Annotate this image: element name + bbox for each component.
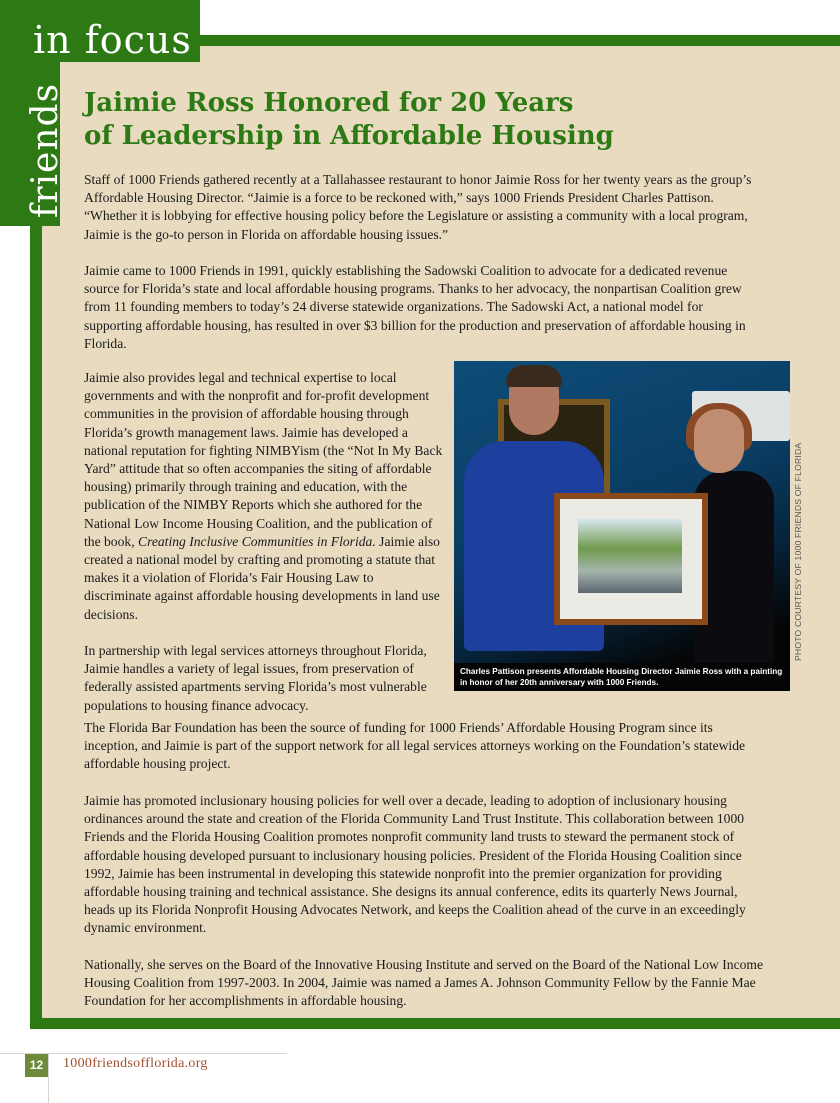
photo-side-column (84, 369, 444, 733)
frame-top-border (200, 35, 840, 46)
headline-line-1: Jaimie Ross Honored for 20 Years (84, 88, 574, 118)
photo-painting (578, 519, 682, 593)
section-label-friends: friends (25, 82, 66, 218)
paragraph-national: Nationally, she serves on the Board of the Innovative Housing Institute and served on the Board of the National Low Income Housing Coalition from 1997-2003. In 2004, Jaimie was named a James A. Johnson Community Fellow by the Fannie Mae Foundation for her accomplishments in affordable housing. (84, 957, 764, 1009)
footer-vertical-rule (48, 1053, 49, 1103)
paragraph-bar-foundation: The Florida Bar Foundation has been the source of funding for 1000 Friends’ Affordable Housing Program since its inception, and Jaimie is part of the support network for all legal services attorneys working on the Foundation’s statewide affordable housing project. (84, 720, 746, 772)
photo-credit: PHOTO COURTESY OF 1000 FRIENDS OF FLORIDA (793, 442, 803, 661)
page-number-badge: 12 (25, 1054, 48, 1077)
footer-website-link[interactable]: 1000friendsofflorida.org (63, 1056, 208, 1071)
intro-paragraphs (84, 171, 764, 371)
frame-bottom-border (30, 1018, 840, 1029)
paragraph-expertise (84, 369, 444, 624)
section-label-in-focus: in focus (33, 18, 192, 62)
paragraph-intro: Staff of 1000 Friends gathered recently at a Tallahassee restaurant to honor Jaimie Ross for her twenty years as the group’s Affordable Housing Director. “Jaimie is a force to be reckoned with,” says 1000 Friends President Charles Pattison. “Whether it is lobbying for effective housing policy before the Legislature or assisting a community with a local program, Jaimie is the go-to person in Florida on affordable housing issues.” (84, 172, 752, 242)
article-headline (84, 87, 704, 153)
paragraph-legal: In partnership with legal services attorneys throughout Florida, Jaimie handles a variety of legal issues, from preservation of federally assisted apartments serving Florida’s most vulnerable populations to housing finance advocacy. (84, 643, 427, 713)
paragraph-sadowski: Jaimie came to 1000 Friends in 1991, quickly establishing the Sadowski Coalition to advocate for a dedicated revenue source for Florida’s state and local affordable housing programs. Thanks to her advocacy, the nonpartisan Coalition grew from 11 founding members to today’s 24 diverse statewide organizations. The Sadowski Act, a national model for supporting affordable housing, has resulted in over $3 billion for the production and preservation of affordable housing in Florida. (84, 263, 746, 351)
article-photo (454, 361, 790, 691)
paragraph-inclusionary: Jaimie has promoted inclusionary housing policies for well over a decade, leading to adoption of inclusionary housing ordinances around the state and creation of the Florida Community Land Trust Institute. This collaboration between 1000 Friends and the Florida Housing Coalition promotes nonprofit community land trusts to steward the permanent stock of affordable housing developed pursuant to inclusionary housing policies. President of the Florida Housing Coalition since 1992, Jaimie has been instrumental in developing this statewide nonprofit into the premier organization for providing affordable housing training and technical assistance. She designs its annual conference, edits its quarterly News Journal, heads up its Florida Nonprofit Housing Advocates Network, and keeps the Coalition ahead of the curve in an exceedingly dynamic environment. (84, 793, 746, 936)
photo-caption: Charles Pattison presents Affordable Housing Director Jaimie Ross with a painting in honor of her 20th anniversary with 1000 Friends. (454, 663, 790, 691)
photo-man-hair (506, 365, 562, 387)
photo-woman-head (694, 409, 744, 473)
book-title: Creating Inclusive Communities in Florida. (138, 533, 376, 549)
paragraph-expertise-text-end: Jaimie also created a national model by crafting and promoting a statute that makes it a violation of Florida’s Fair Housing Law to discriminate against affordable housing developments in land use decisions. (84, 533, 440, 622)
paragraph-expertise-text: Jaimie also provides legal and technical expertise to local governments and with the nonprofit and for-profit development communities in the provision of affordable housing through Florida’s growth management laws. Jaimie has developed a national reputation for fighting NIMBYism (the “Not In My Back Yard” attitude that so often accompanies the siting of affordable housing) primarily through training and education, with the publication of the NIMBY Reports which she authored for the National Low Income Housing Coalition, and the publication of the book, (84, 370, 443, 549)
headline-line-2: of Leadership in Affordable Housing (84, 121, 614, 151)
